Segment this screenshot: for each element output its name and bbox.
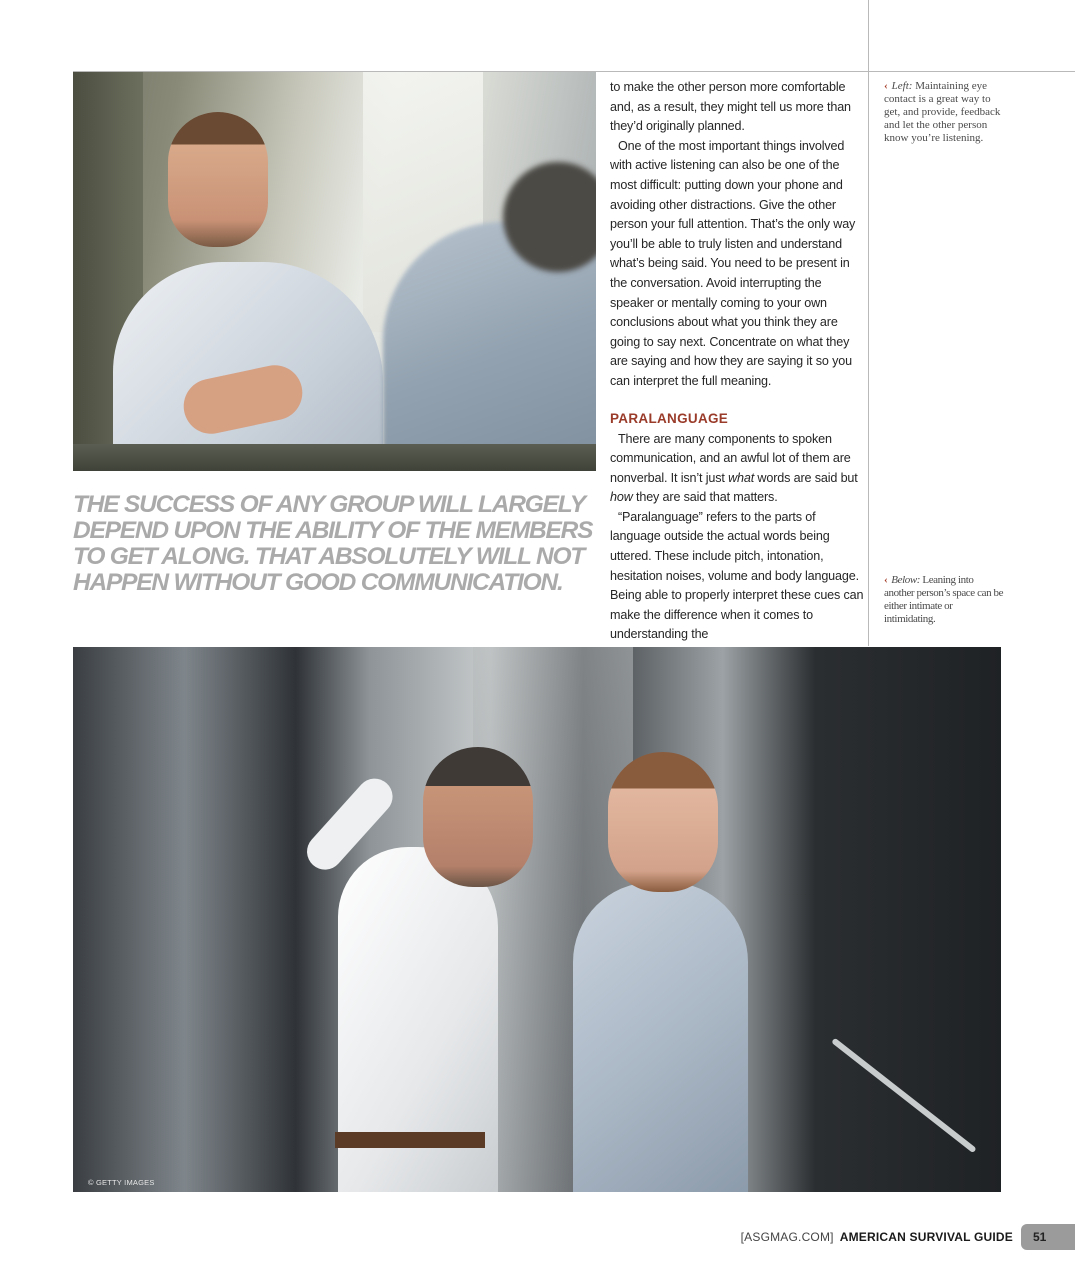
chevron-left-icon: ‹ [884, 574, 888, 586]
page-footer [741, 1224, 1075, 1250]
paragraph: There are many components to spoken communication, and an awful lot of them are nonverbal. It isn’t just what words are said but how they are said that matters. [610, 431, 858, 505]
chevron-left-icon: ‹ [884, 80, 888, 92]
paragraph: “Paralanguage” refers to the parts of language outside the actual words being uttered. These include pitch, intonation, hesitation noises, volume and body language. Being able to properly interpret these cues can make the difference when it comes to understanding the [610, 509, 864, 642]
site-url: [ASGMAG.COM] [740, 1230, 834, 1244]
pull-quote: THE SUCCESS OF ANY GROUP WILL LARGELY DEPEND UPON THE ABILITY OF THE MEMBERS TO GET ALONG. THAT ABSOLUTELY WILL NOT HAPPEN WITHOUT GOOD COMMUNICATION. [73, 491, 593, 596]
photo-leaning-in [73, 647, 1001, 1192]
paragraph: to make the other person more comfortable and, as a result, they might tell us more than they’d originally planned. [610, 80, 851, 134]
caption-left: ‹ Left: Maintaining eye contact is a great way to get, and provide, feedback and let the other person know you’re listening. [884, 80, 1001, 144]
photo-credit: © GETTY IMAGES [88, 1178, 155, 1187]
paragraph: One of the most important things involved with active listening can also be one of the most difficult: putting down your phone and avoiding other distractions. Give the other person your full attention. That’s the only way you’ll be able to truly listen and understand what’s being said. You need to be present in the conversation. Avoid interrupting the speaker or mentally coming to your own conclusions about what you think they are going to say next. Concentrate on what they are saying and how they are saying it so you can interpret the full meaning. [610, 138, 856, 388]
caption-below: ‹ Below: Leaning into another person’s space can be either intimate or intimidating. [884, 574, 1004, 625]
article-body [610, 78, 866, 645]
photo-eye-contact [73, 72, 596, 471]
magazine-title: AMERICAN SURVIVAL GUIDE [839, 1230, 1013, 1244]
page-number: 51 [1021, 1224, 1075, 1250]
section-heading: PARALANGUAGE [610, 410, 729, 426]
column-rule [868, 0, 869, 646]
